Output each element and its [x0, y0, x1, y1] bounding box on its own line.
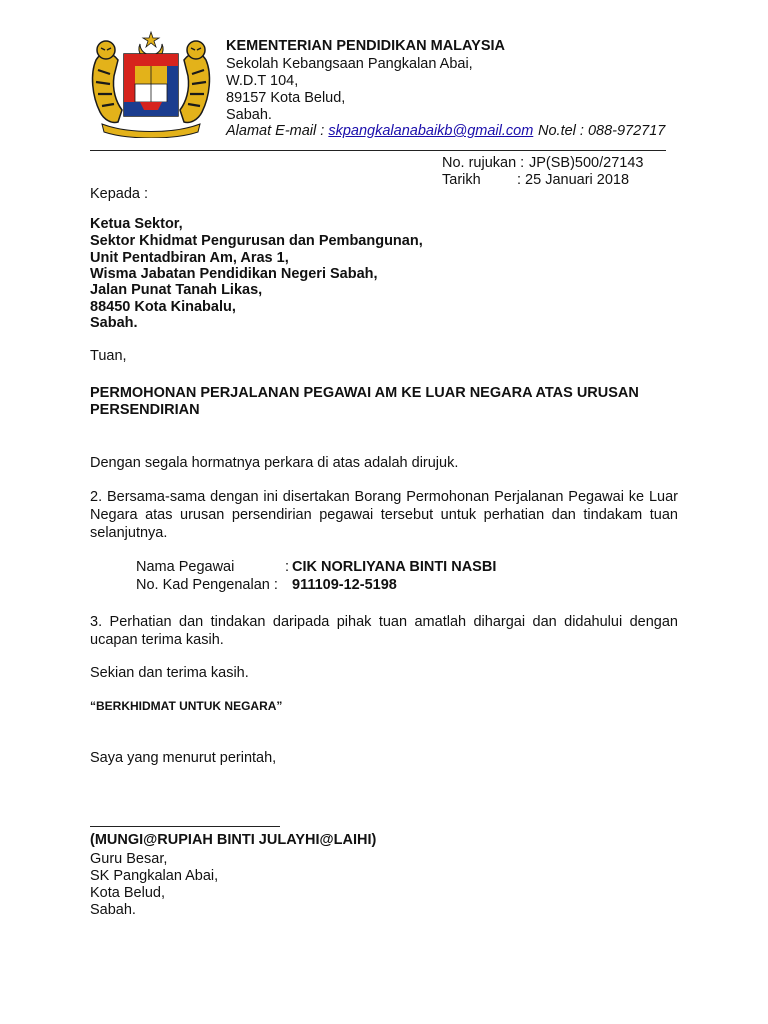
salutation: Tuan, — [90, 348, 127, 364]
email-row — [226, 123, 533, 140]
recipient-line: Sektor Khidmat Pengurusan dan Pembangunan, — [90, 233, 423, 249]
subject-line-1: PERMOHONAN PERJALANAN PEGAWAI AM KE LUAR NEGARA ATAS URUSAN — [90, 385, 639, 401]
officer-name-value: CIK NORLIYANA BINTI NASBI — [292, 559, 497, 575]
recipient-line: Wisma Jabatan Pendidikan Negeri Sabah, — [90, 266, 378, 282]
recipient-line: Ketua Sektor, — [90, 216, 183, 232]
ic-number-label: No. Kad Pengenalan : — [136, 577, 278, 593]
subject-line-2: PERSENDIRIAN — [90, 402, 200, 418]
date-value: : 25 Januari 2018 — [517, 172, 630, 188]
recipient-line: Unit Pentadbiran Am, Aras 1, — [90, 250, 289, 266]
paragraph-1: Dengan segala hormatnya perkara di atas adalah dirujuk. — [90, 455, 459, 471]
officer-name-colon: : — [285, 559, 290, 575]
postcode-city: 89157 Kota Belud, — [226, 90, 346, 106]
paragraph-2: 2. Bersama-sama dengan ini disertakan Borang Permohonan Perjalanan Pegawai ke Luar Negara atas urusan persendirian pegawai tersebut untuk perhatian dan tindakam tuan selanjutnya. — [90, 489, 678, 541]
closing: Sekian dan terima kasih. — [90, 665, 249, 681]
state: Sabah. — [226, 107, 272, 123]
ministry-name: KEMENTERIAN PENDIDIKAN MALAYSIA — [226, 38, 506, 54]
to-label: Kepada : — [90, 186, 149, 202]
telephone: No.tel : 088-972717 — [538, 123, 666, 139]
signatory-state: Sabah. — [90, 902, 136, 918]
header-divider — [90, 150, 666, 151]
signatory-school: SK Pangkalan Abai, — [90, 868, 219, 884]
officer-name-label: Nama Pegawai — [136, 559, 235, 575]
date-label: Tarikh — [442, 172, 481, 188]
email-link[interactable]: skpangkalanabaikb@gmail.com — [328, 123, 534, 139]
malaysia-coat-of-arms-logo — [88, 30, 214, 138]
signatory-name: (MUNGI@RUPIAH BINTI JULAYHI@LAIHI) — [90, 832, 377, 848]
recipient-line: 88450 Kota Kinabalu, — [90, 299, 236, 315]
motto: “BERKHIDMAT UNTUK NEGARA” — [90, 699, 283, 713]
reference-value: JP(SB)500/27143 — [529, 155, 644, 171]
school-name: Sekolah Kebangsaan Pangkalan Abai, — [226, 56, 473, 72]
recipient-line: Jalan Punat Tanah Likas, — [90, 282, 263, 298]
email-label: Alamat E-mail : — [226, 123, 325, 139]
obedience-line: Saya yang menurut perintah, — [90, 750, 277, 766]
po-box: W.D.T 104, — [226, 73, 299, 89]
recipient-line: Sabah. — [90, 315, 138, 331]
reference-label: No. rujukan : — [442, 155, 525, 171]
signatory-title: Guru Besar, — [90, 851, 168, 867]
ic-number-value: 911109-12-5198 — [292, 577, 397, 593]
paragraph-3: 3. Perhatian dan tindakan daripada pihak tuan amatlah dihargai dan didahului dengan ucapan terima kasih. — [90, 614, 678, 648]
signatory-city: Kota Belud, — [90, 885, 165, 901]
signature-line — [90, 826, 280, 827]
